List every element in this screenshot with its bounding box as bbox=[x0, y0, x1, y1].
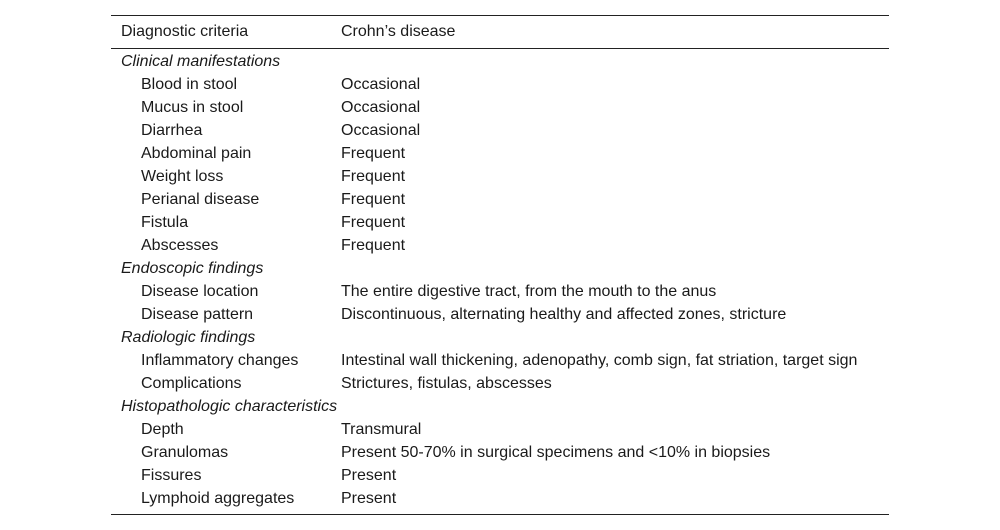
criterion-cell: Disease pattern bbox=[141, 306, 254, 323]
table-row bbox=[111, 165, 889, 188]
value-cell: Frequent bbox=[341, 191, 406, 208]
criterion-cell: Diarrhea bbox=[141, 122, 203, 139]
criterion-cell: Disease location bbox=[141, 283, 259, 300]
criterion-cell: Fissures bbox=[141, 467, 202, 484]
section-row-clinical-manifestations bbox=[111, 50, 889, 73]
table-row bbox=[111, 418, 889, 441]
value-cell: Occasional bbox=[341, 76, 421, 93]
criterion-cell: Weight loss bbox=[141, 168, 224, 185]
table-row bbox=[111, 211, 889, 234]
value-cell: Present bbox=[341, 467, 397, 484]
table-row bbox=[111, 73, 889, 96]
criterion-cell: Granulomas bbox=[141, 444, 229, 461]
criterion-cell: Fistula bbox=[141, 214, 189, 231]
table-row bbox=[111, 487, 889, 510]
section-row-endoscopic-findings bbox=[111, 257, 889, 280]
value-cell: Present bbox=[341, 490, 397, 507]
table-row bbox=[111, 441, 889, 464]
criterion-cell: Lymphoid aggregates bbox=[141, 490, 295, 507]
criterion-cell: Abdominal pain bbox=[141, 145, 252, 162]
table-row bbox=[111, 349, 889, 372]
criterion-cell: Abscesses bbox=[141, 237, 219, 254]
table-row bbox=[111, 372, 889, 395]
value-cell: Frequent bbox=[341, 168, 406, 185]
value-cell: Occasional bbox=[341, 99, 421, 116]
value-cell: The entire digestive tract, from the mouth to the anus bbox=[341, 283, 717, 300]
table-row bbox=[111, 96, 889, 119]
value-cell: Frequent bbox=[341, 237, 406, 254]
section-label: Clinical manifestations bbox=[121, 53, 281, 70]
criterion-cell: Blood in stool bbox=[141, 76, 238, 93]
table-row bbox=[111, 188, 889, 211]
criterion-cell: Mucus in stool bbox=[141, 99, 244, 116]
criterion-cell: Depth bbox=[141, 421, 184, 438]
value-cell: Discontinuous, alternating healthy and affected zones, stricture bbox=[341, 306, 787, 323]
table-row bbox=[111, 119, 889, 142]
table-row bbox=[111, 303, 889, 326]
table-row bbox=[111, 464, 889, 487]
section-label: Radiologic findings bbox=[121, 329, 256, 346]
criterion-cell: Complications bbox=[141, 375, 242, 392]
table-row bbox=[111, 280, 889, 303]
section-label: Histopathologic characteristics bbox=[121, 398, 338, 415]
value-cell: Present 50-70% in surgical specimens and <10% in biopsies bbox=[341, 444, 771, 461]
section-label: Endoscopic findings bbox=[121, 260, 264, 277]
header-crohns-disease: Crohn’s disease bbox=[341, 23, 456, 40]
value-cell: Frequent bbox=[341, 145, 406, 162]
table-row bbox=[111, 142, 889, 165]
value-cell: Transmural bbox=[341, 421, 422, 438]
value-cell: Intestinal wall thickening, adenopathy, comb sign, fat striation, target sign bbox=[341, 352, 858, 369]
value-cell: Frequent bbox=[341, 214, 406, 231]
table-body bbox=[111, 49, 889, 514]
header-diagnostic-criteria: Diagnostic criteria bbox=[121, 23, 249, 40]
diagnostic-criteria-table bbox=[111, 15, 889, 515]
section-row-histopathologic-characteristics bbox=[111, 395, 889, 418]
table-row bbox=[111, 234, 889, 257]
table-header-row bbox=[111, 16, 889, 49]
criterion-cell: Inflammatory changes bbox=[141, 352, 299, 369]
criterion-cell: Perianal disease bbox=[141, 191, 260, 208]
section-row-radiologic-findings bbox=[111, 326, 889, 349]
value-cell: Occasional bbox=[341, 122, 421, 139]
value-cell: Strictures, fistulas, abscesses bbox=[341, 375, 552, 392]
